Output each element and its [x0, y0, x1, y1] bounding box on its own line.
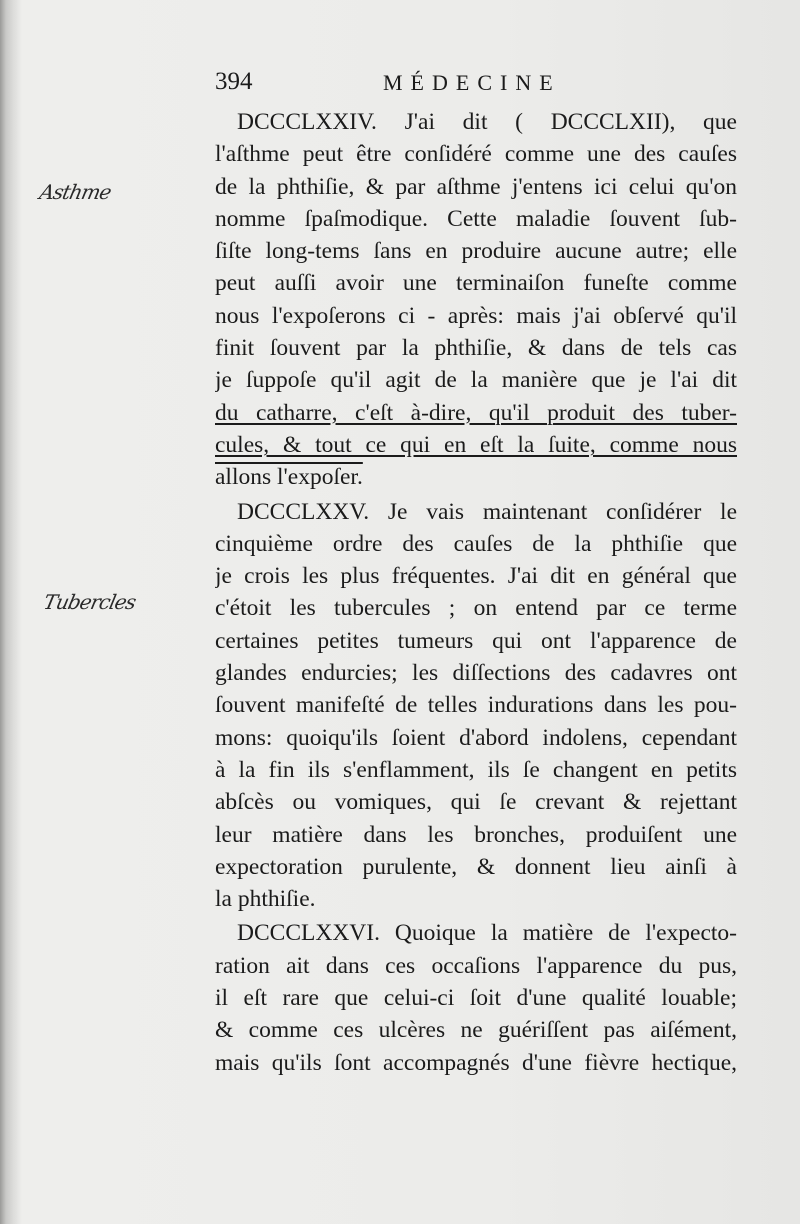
- text-line: il eſt rare que celui-ci ſoit d'une qualité louable;: [215, 985, 737, 1012]
- text-line: finit ſouvent par la phthiſie, & dans de tels cas: [215, 335, 737, 362]
- text-line: glandes endurcies; les diſſections des cadavres ont: [215, 660, 737, 687]
- page-header: [215, 66, 735, 102]
- paragraph-dccclxxv: [215, 496, 737, 916]
- text-line: nous l'expoſerons ci - après: mais j'ai obſervé qu'il: [215, 302, 737, 329]
- text-line: la phthiſie.: [215, 886, 316, 913]
- text-line-underlined: cules, & tout ce qui en eſt la ſuite, comme nous: [215, 431, 737, 458]
- text-line: de la phthiſie, & par aſthme j'entens ici celui qu'on: [215, 173, 737, 200]
- text-line: je ſuppoſe qu'il agit de la manière que je l'ai dit: [215, 367, 737, 394]
- text-line: abſcès ou vomiques, qui ſe crevant & rejettant: [215, 789, 737, 816]
- text-line: je crois les plus fréquentes. J'ai dit en général que: [215, 563, 737, 590]
- margin-note-tubercles: Tubercles: [41, 590, 138, 614]
- text-line: ſouvent manifeſté de telles indurations dans les pou-: [215, 692, 737, 719]
- running-head: MÉDECINE: [383, 70, 561, 95]
- text-line: & comme ces ulcères ne guériſſent pas aiſément,: [215, 1017, 737, 1044]
- text-line: l'aſthme peut être conſidéré comme une des cauſes: [215, 141, 737, 168]
- text-line: certaines petites tumeurs qui ont l'apparence de: [215, 627, 737, 654]
- text-line: cinquième ordre des cauſes de la phthiſie que: [215, 530, 737, 557]
- text-line-underlined: du catharre, c'eſt à-dire, qu'il produit des tuber-: [215, 399, 737, 426]
- text-line: allons l'expoſer.: [215, 464, 363, 491]
- page-number: 394: [215, 68, 253, 95]
- paragraph-dccclxxiv: [215, 106, 737, 494]
- margin-note-asthme: Asthme: [37, 180, 113, 204]
- paragraph-dccclxxvi: [215, 917, 737, 1078]
- text-line: DCCCLXXIV. J'ai dit ( DCCCLXII), que: [237, 109, 737, 135]
- text-line: ſiſte long-tems ſans en produire aucune autre; elle: [215, 238, 737, 265]
- text-line: ration ait dans ces occaſions l'apparence du pus,: [215, 952, 737, 979]
- text-line: à la fin ils s'enflamment, ils ſe changent en petits: [215, 756, 737, 783]
- text-line: nomme ſpaſmodique. Cette maladie ſouvent ſub-: [215, 205, 737, 232]
- text-line: DCCCLXXV. Je vais maintenant conſidérer le: [237, 498, 737, 525]
- text-line: mons: quoiqu'ils ſoient d'abord indolens, cependant: [215, 724, 737, 751]
- page-binding-edge: [0, 0, 22, 1224]
- text-line: mais qu'ils ſont accompagnés d'une fièvre hectique,: [215, 1049, 737, 1076]
- text-line: expectoration purulente, & donnent lieu ainſi à: [215, 853, 737, 880]
- text-line: peut auſſi avoir une terminaiſon funeſte comme: [215, 270, 737, 297]
- text-line: c'étoit les tubercules ; on entend par ce terme: [215, 595, 737, 622]
- text-line: leur matière dans les bronches, produiſent une: [215, 821, 737, 848]
- body-text: [215, 106, 737, 1079]
- text-line: DCCCLXXVI. Quoique la matière de l'expecto-: [237, 920, 737, 947]
